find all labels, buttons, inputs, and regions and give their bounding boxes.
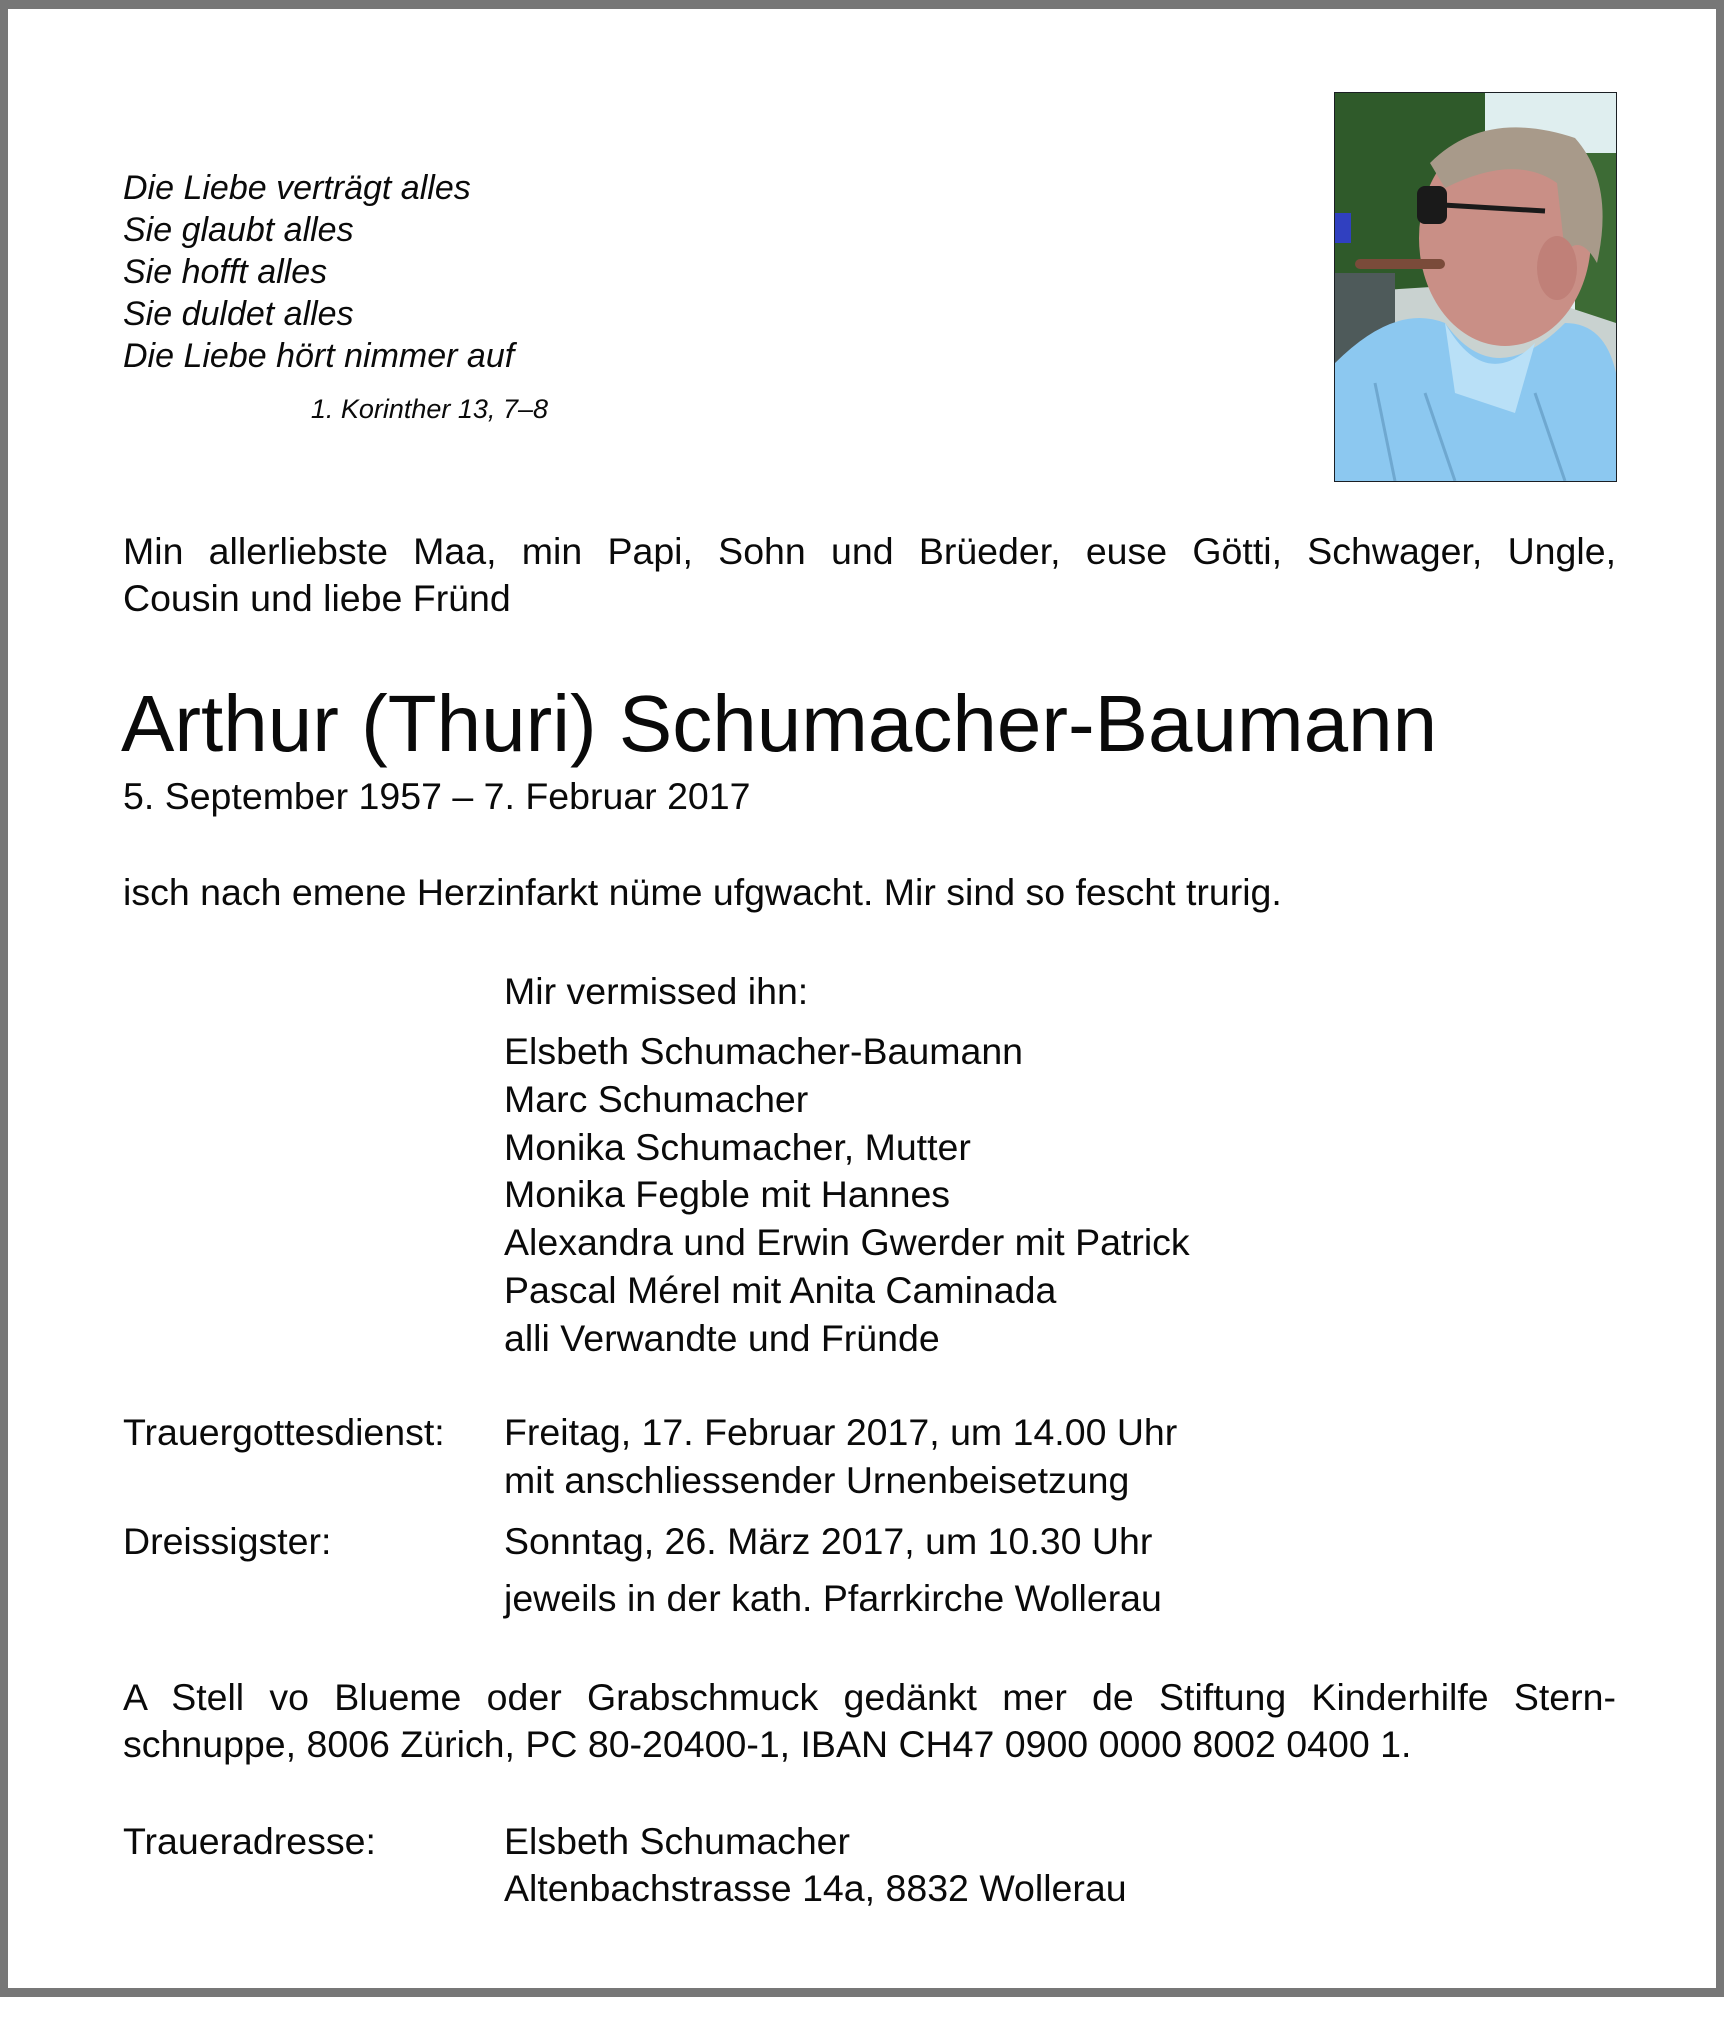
obituary-page [8, 9, 1716, 1988]
mourner-name: Marc Schumacher [504, 1077, 809, 1120]
donation-line: A Stell vo Blueme oder Grabschmuck gedänkt mer de Stiftung Kinderhilfe Stern- [123, 1676, 1616, 1718]
bible-verse [123, 167, 514, 377]
portrait-photo-icon [1335, 93, 1616, 481]
mourners-heading: Mir vermissed ihn: [504, 970, 809, 1012]
verse-reference: 1. Korinther 13, 7–8 [310, 394, 548, 424]
thirtieth-label: Dreissigster: [123, 1520, 332, 1562]
thirtieth-date: Sonntag, 26. März 2017, um 10.30 Uhr [504, 1520, 1153, 1562]
verse-line: Sie hofft alles [123, 253, 328, 291]
funeral-label: Trauergottesdienst: [123, 1411, 445, 1453]
funeral-date: Freitag, 17. Februar 2017, um 14.00 Uhr [504, 1411, 1178, 1453]
mourner-name: alli Verwandte und Fründe [504, 1316, 940, 1359]
intro-line: Min allerliebste Maa, min Papi, Sohn und Brüeder, euse Götti, Schwager, Ungle, [123, 530, 1616, 572]
mourner-name: Monika Fegble mit Hannes [504, 1173, 951, 1216]
cause-text: isch nach emene Herzinfarkt nüme ufgwacht. Mir sind so fescht trurig. [123, 871, 1282, 913]
address-name: Elsbeth Schumacher [504, 1820, 851, 1862]
verse-line: Die Liebe verträgt alles [123, 169, 471, 207]
intro-text [123, 528, 1616, 622]
donation-line: schnuppe, 8006 Zürich, PC 80-20400-1, IBAN CH47 0900 0000 8002 0400 1. [123, 1723, 1412, 1765]
funeral-note: mit anschliessender Urnenbeisetzung [504, 1459, 1130, 1501]
service-location: jeweils in der kath. Pfarrkirche Wollerau [504, 1577, 1162, 1619]
intro-line: Cousin und liebe Fründ [123, 577, 511, 619]
address-label: Traueradresse: [123, 1820, 376, 1862]
donation-text [123, 1674, 1616, 1768]
mourner-name: Elsbeth Schumacher-Baumann [504, 1030, 1024, 1072]
verse-line: Die Liebe hört nimmer auf [123, 337, 515, 375]
mourner-name: Alexandra und Erwin Gwerder mit Patrick [504, 1221, 1190, 1264]
deceased-name: Arthur (Thuri) Schumacher-Baumann [121, 679, 1438, 768]
life-dates: 5. September 1957 – 7. Februar 2017 [123, 775, 751, 817]
verse-line: Sie duldet alles [123, 295, 354, 333]
verse-line: Sie glaubt alles [123, 211, 354, 249]
frame-border-right [1716, 0, 1724, 1997]
address-street: Altenbachstrasse 14a, 8832 Wollerau [504, 1867, 1127, 1909]
mourner-name: Pascal Mérel mit Anita Caminada [504, 1268, 1057, 1311]
frame-border-left [0, 0, 8, 1997]
portrait-photo [1334, 92, 1617, 482]
mourners-list [504, 1028, 1190, 1363]
frame-border-top [0, 0, 1724, 9]
frame-border-bottom [0, 1988, 1724, 1997]
mourner-name: Monika Schumacher, Mutter [504, 1125, 971, 1168]
